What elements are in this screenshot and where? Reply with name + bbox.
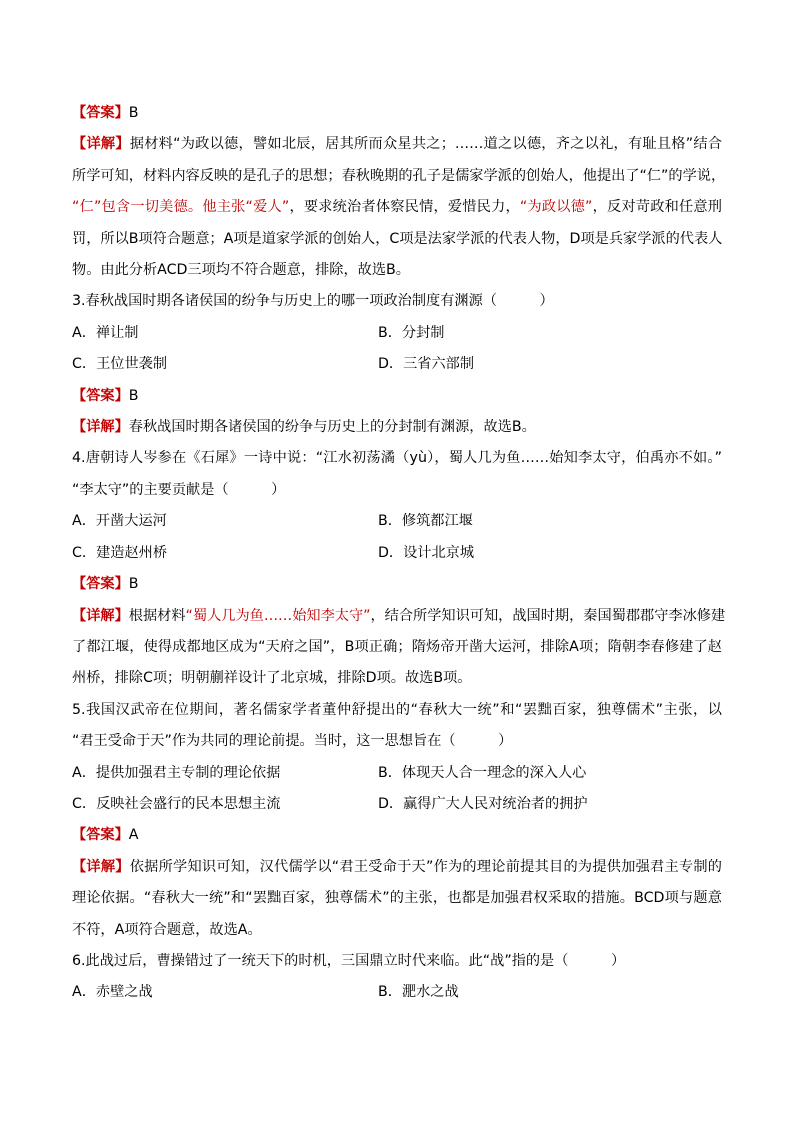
- detail-line: [72, 852, 722, 883]
- detail-line: [72, 129, 722, 160]
- detail-line: 所学可知，材料内容反映的是孔子的思想；春秋晚期的孔子是儒家学派的创始人，他提出了“仁”的学说，: [72, 167, 726, 184]
- question-stem: 6.此战过后，曹操错过了一统天下的时机，三国鼎立时代来临。此“战”指的是（ ）: [72, 952, 626, 969]
- option-row: [72, 977, 722, 1008]
- answer-line: [72, 98, 722, 129]
- detail-text: 依据所学知识可知，汉代儒学以“君王受命于天”作为的理论前提其目的为提供加强君主专制的: [129, 858, 722, 875]
- option-a: A．禅让制: [72, 324, 139, 341]
- detail-line: 不符，A项符合题意，故选A。: [72, 921, 262, 938]
- option-b: B．体现天人合一理念的深入人心: [378, 764, 587, 781]
- highlight-text: “仁”包含一切美德。他主张: [72, 199, 246, 216]
- option-c: C．建造赵州桥: [72, 544, 168, 561]
- detail-line: [72, 601, 726, 632]
- question-stem: 3.春秋战国时期各诸侯国的纷争与历史上的哪一项政治制度有渊源（ ）: [72, 293, 554, 310]
- detail-line: [72, 412, 722, 443]
- answer-tag: 【答案】: [72, 105, 129, 121]
- option-row: [72, 506, 722, 537]
- option-row: [72, 789, 722, 820]
- option-d: D．三省六部制: [378, 356, 475, 373]
- option-b: B．修筑都江堰: [378, 513, 473, 530]
- highlight-text: “为政以德”: [519, 199, 593, 216]
- answer-value: B: [128, 387, 139, 404]
- option-a: A．开凿大运河: [72, 513, 167, 530]
- option-d: D．设计北京城: [378, 544, 475, 561]
- highlight-text: “蜀人几为鱼……始知李太守”: [185, 607, 371, 624]
- detail-tag: 【详解】: [72, 136, 130, 153]
- option-row: [72, 318, 722, 349]
- detail-tag: 【详解】: [72, 607, 129, 624]
- detail-text: ，要求统治者体察民情，爱惜民力，: [289, 199, 520, 216]
- answer-tag: 【答案】: [72, 387, 129, 404]
- detail-line: [72, 192, 722, 223]
- option-b: B．分封制: [378, 324, 445, 341]
- answer-line: [72, 569, 722, 600]
- option-a: A．赤壁之战: [72, 984, 153, 1001]
- detail-tag: 【详解】: [72, 419, 129, 436]
- option-c: C．王位世袭制: [72, 356, 168, 373]
- answer-value: B: [128, 105, 139, 121]
- detail-text: 据材料“为政以德，譬如北辰，居其所而众星共之；……道之以德，齐之以礼，有耻且格”结合: [129, 136, 722, 153]
- detail-line: 了都江堰，使得成都地区成为“天府之国”，B项正确；隋炀帝开凿大运河，排除A项；隋朝李春修建了赵: [72, 638, 722, 655]
- detail-line: 物。由此分析ACD三项均不符合题意，排除，故选B。: [72, 262, 410, 279]
- option-row: [72, 758, 722, 789]
- detail-text: ，结合所学知识可知，战国时期，秦国蜀郡郡守李冰修建: [370, 607, 726, 624]
- detail-text: 根据材料: [128, 607, 186, 624]
- option-row: [72, 349, 722, 380]
- answer-value: A: [128, 827, 139, 844]
- answer-value: B: [128, 576, 139, 593]
- detail-line: 州桥，排除C项；明朝蒯祥设计了北京城，排除D项。故选B项。: [72, 670, 472, 687]
- detail-line: 理论依据。“春秋大一统”和“罢黜百家，独尊儒术”的主张，也都是加强君权采取的措施。BCD项与题意: [72, 890, 722, 907]
- answer-line: [72, 381, 722, 412]
- question-stem: “君王受命于天”作为共同的理论前提。当时，这一思想旨在（ ）: [72, 733, 513, 750]
- detail-tag: 【详解】: [72, 858, 130, 875]
- question-stem: 5.我国汉武帝在位期间，著名儒家学者董仲舒提出的“春秋大一统”和“罢黜百家，独尊儒术”主张，以: [72, 701, 722, 718]
- answer-tag: 【答案】: [72, 576, 129, 593]
- question-stem: 4.唐朝诗人岑参在《石犀》一诗中说：“江水初荡潏（yù），蜀人几为鱼……始知李太守，伯禹亦不如。”: [72, 450, 722, 467]
- answer-tag: 【答案】: [72, 827, 129, 844]
- option-c: C．反映社会盛行的民本思想主流: [72, 795, 281, 812]
- page-content: [72, 98, 726, 1009]
- highlight-text: “爱人”: [245, 199, 290, 216]
- option-b: B．淝水之战: [378, 984, 459, 1001]
- answer-line: [72, 820, 722, 851]
- question-stem: “李太守”的主要贡献是（ ）: [72, 481, 286, 498]
- detail-text: ，反对苛政和任意刑: [592, 199, 722, 216]
- option-row: [72, 538, 722, 569]
- detail-line: 罚，所以B项符合题意；A项是道家学派的创始人，C项是法家学派的代表人物，D项是兵家学派的代表人: [72, 230, 723, 247]
- option-d: D．赢得广大人民对统治者的拥护: [378, 795, 588, 812]
- option-a: A．提供加强君主专制的理论依据: [72, 764, 281, 781]
- detail-text: 春秋战国时期各诸侯国的纷争与历史上的分封制有渊源，故选B。: [128, 419, 536, 436]
